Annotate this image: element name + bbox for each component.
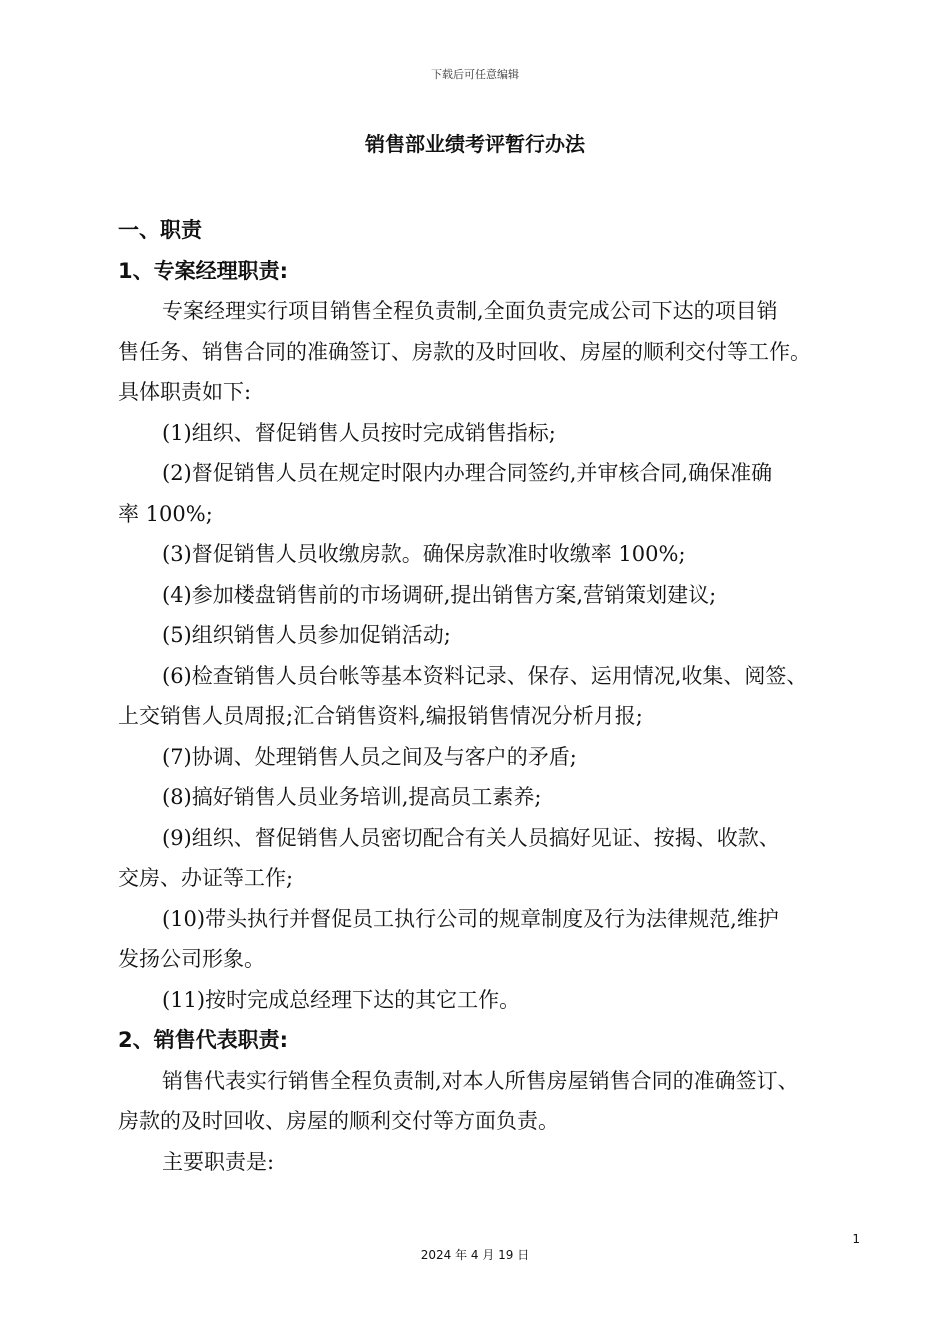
list-item: (3)督促销售人员收缴房款。确保房款准时收缴率 100%;: [162, 542, 686, 566]
paragraph-line: 具体职责如下:: [118, 380, 252, 404]
list-item-continuation: 发扬公司形象。: [118, 947, 265, 971]
list-item-continuation: 率 100%;: [118, 501, 213, 526]
list-item: (10)带头执行并督促员工执行公司的规章制度及行为法律规范,维护: [162, 906, 779, 931]
list-item: (2)督促销售人员在规定时限内办理合同签约,并审核合同,确保准确: [162, 461, 773, 485]
list-item: (9)组织、督促销售人员密切配合有关人员搞好见证、按揭、收款、: [162, 825, 780, 850]
list-item: (7)协调、处理销售人员之间及与客户的矛盾;: [162, 744, 577, 769]
list-item: (4)参加楼盘销售前的市场调研,提出销售方案,营销策划建议;: [162, 582, 717, 607]
list-item: (1)组织、督促销售人员按时完成销售指标;: [162, 420, 556, 445]
paragraph-line: 主要职责是:: [162, 1149, 275, 1174]
paragraph-line: 房款的及时回收、房屋的顺利交付等方面负责。: [118, 1109, 559, 1133]
page-number: 1: [852, 1232, 860, 1246]
document-body: [118, 210, 876, 1182]
paragraph-line: 专案经理实行项目销售全程负责制,全面负责完成公司下达的项目销: [162, 299, 778, 323]
list-item: (11)按时完成总经理下达的其它工作。: [162, 987, 521, 1012]
list-item: (5)组织销售人员参加促销活动;: [162, 623, 451, 647]
subheading-sales-rep-duties: 2、销售代表职责:: [118, 1028, 289, 1052]
footer-date: 2024 年 4 月 19 日: [420, 1248, 530, 1262]
list-item: (8)搞好销售人员业务培训,提高员工素养;: [162, 785, 542, 809]
header-note: 下载后可任意编辑: [431, 68, 519, 81]
paragraph-line: 售任务、销售合同的准确签订、房款的及时回收、房屋的顺利交付等工作。: [118, 339, 811, 364]
section-heading-duties: 一、职责: [118, 218, 202, 242]
list-item-continuation: 交房、办证等工作;: [118, 866, 294, 890]
subheading-project-manager-duties: 1、专案经理职责:: [118, 258, 289, 283]
list-item-continuation: 上交销售人员周报;汇合销售资料,编报销售情况分析月报;: [118, 704, 643, 728]
document-title: 销售部业绩考评暂行办法: [365, 132, 585, 156]
paragraph-line: 销售代表实行销售全程负责制,对本人所售房屋销售合同的准确签订、: [162, 1068, 799, 1093]
list-item: (6)检查销售人员台帐等基本资料记录、保存、运用情况,收集、阅签、: [162, 663, 808, 688]
